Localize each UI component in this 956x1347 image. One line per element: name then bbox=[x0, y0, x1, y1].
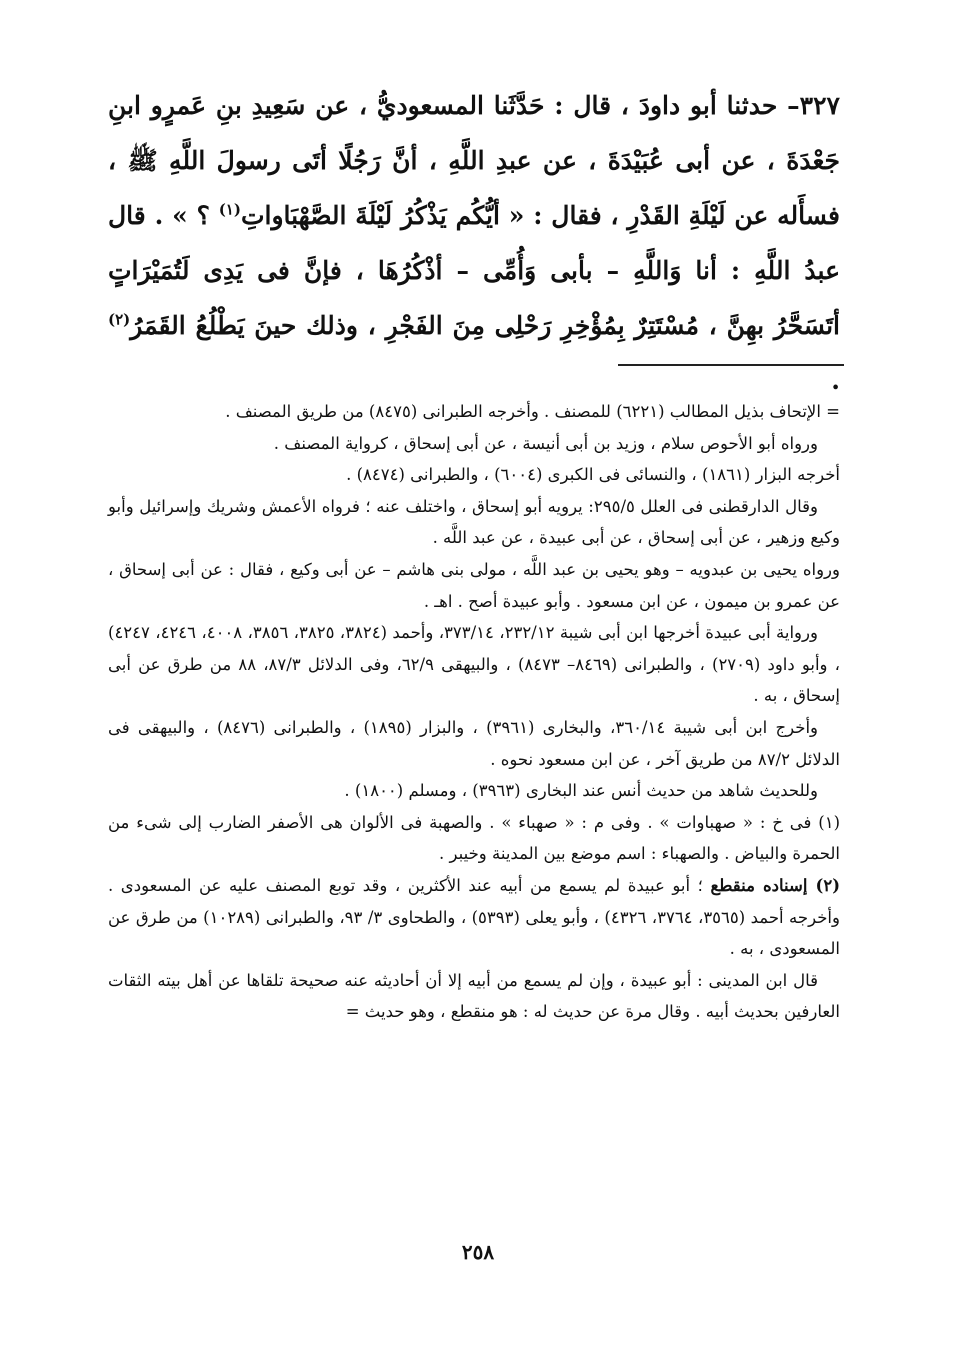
footnote-marker-2: (٢) bbox=[108, 310, 131, 329]
footnote-1: (١) فى خ : « صهباوات » . وفى م : « صهباء » . والصهبة فى الألوان هى الأصفر الضارب إلى شىء من الحمرة والبياض . والصهباء : اسم موضع بين المدينة وخيبر . bbox=[108, 812, 840, 864]
footnote-separator bbox=[618, 364, 844, 366]
hadith-body-1: أبو داودَ ، قال : حَدَّثَنا المسعوديُّ ، عن سَعِيدِ بنِ عَمرٍو ابنِ جَعْدَةَ ، عن أبى عُبَيْدَةَ ، عن عبدِ اللَّهِ ، أنَّ رَجُلًا أتَى رسولَ اللَّهِ ﷺ ، فسأَله عن لَيْلَةِ القَدْرِ ، فقال : « أيُّكُم يَذْكُرُ لَيْلَةَ الصَّهْبَاواتِ bbox=[108, 91, 840, 230]
footnotes bbox=[108, 396, 840, 1028]
hadith-body-2: ؟ » . قال عبدُ اللَّهِ : أنا وَاللَّهِ – بأبى وَأُمِّى – أذْكُرُهَا ، فإنَّ فى يَدِى لَتُمَيْرَاتٍ أتَسَحَّرُ بهِنَّ ، مُسْتَتِرٌ بِمُؤْخِرِ رَحْلِى مِنَ الفَجْرِ ، وذلك حينَ يَطْلُعُ القَمَرُ bbox=[108, 201, 840, 340]
note-paragraph: ورواية أبى عبيدة أخرجها ابن أبى شيبة ٢٣٢/١٢، ٣٧٣/١٤، وأحمد (٣٨٢٤، ٣٨٢٥، ٣٨٥٦، ٤٠٠٨، ٤٢٤٦، ٤٢٤٧) ، وأبو داود (٢٧٠٩) ، والطبرانى (٨٤٦٩– ٨٤٧٣) ، والبيهقى ٦٢/٩، وفى الدلائل ٨٧/٣، ٨٨ من طرق عن أبى إسحاق ، به . bbox=[108, 623, 840, 706]
note-paragraph: ورواه أبو الأحوص سلام ، وزيد بن أبى أنيسة ، عن أبى إسحاق ، كرواية المصنف . bbox=[273, 433, 818, 453]
page-number: ٢٥٨ bbox=[461, 1240, 495, 1264]
hadith-number: ٣٢٧– bbox=[787, 91, 840, 120]
footnote-2: (٢) إسناده منقطع ؛ أبو عبيدة لم يسمع من أبيه عند الأكثرين ، وقد توبع المصنف عليه عن المسعودى . وأخرجه أحمد (٣٥٦٥، ٣٧٦٤، ٤٣٢٦) ، وأبو يعلى (٥٣٩٣) ، والطحاوى ٣/ ٩٣، والطبرانى (١٠٢٨٩) من طرق عن المسعودى ، به . bbox=[108, 875, 840, 959]
note-paragraph: = الإتحاف بذيل المطالب (٦٢٢١) للمصنف . وأخرجه الطبرانى (٨٤٧٥) من طريق المصنف . bbox=[225, 402, 840, 421]
note-paragraph: قال ابن المدينى : أبو عبيدة ، وإن لم يسمع من أبيه إلا أن أحاديثه عنه صحيحة تلقاها عن أهل بيته الثقات العارفين بحديث أبيه . وقال مرة عن حديث له : هو منقطع ، وهو حديث = bbox=[108, 970, 840, 1022]
note-paragraph: وللحديث شاهد من حديث أنس عند البخارى (٣٩٦٣) ، ومسلم (١٨٠٠) . bbox=[344, 781, 818, 801]
hadith-body-3: . bbox=[831, 366, 840, 395]
isnad-verdict: (٢) إسناده منقطع bbox=[710, 875, 840, 895]
footnote-marker-1: (١) bbox=[218, 200, 241, 219]
note-paragraph: ورواه يحيى بن عبدويه – وهو يحيى بن عبد اللَّه ، مولى بنى هاشم – عن أبى وكيع ، فقال : عن أبى إسحاق ، عن عمرو بن ميمون ، عن ابن مسعود . وأبو عبيدة أصح . اهـ . bbox=[108, 559, 840, 611]
hadith-text bbox=[108, 78, 840, 408]
note-paragraph: أخرجه البزار (١٨٦١) ، والنسائى فى الكبرى (٦٠٠٤) ، والطبرانى (٨٤٧٤) . bbox=[346, 465, 840, 485]
hadith-lead: حدثنا bbox=[726, 91, 778, 120]
note-paragraph: وأخرج ابن أبى شيبة ٣٦٠/١٤، والبخارى (٣٩٦١) ، والبزار (١٨٩٥) ، والطبرانى (٨٤٧٦) ، والبيهقى فى الدلائل ٨٧/٢ من طريق آخر ، عن ابن مسعود نحوه . bbox=[108, 717, 840, 769]
note-paragraph: وقال الدارقطنى فى العلل ٢٩٥/٥: يرويه أبو إسحاق ، واختلف عنه ؛ فرواه الأعمش وشريك وإسرائيل وأبو وكيع وزهير ، عن أبى إسحاق ، عن أبى عبيدة ، عن عبد اللَّه . bbox=[108, 496, 840, 548]
